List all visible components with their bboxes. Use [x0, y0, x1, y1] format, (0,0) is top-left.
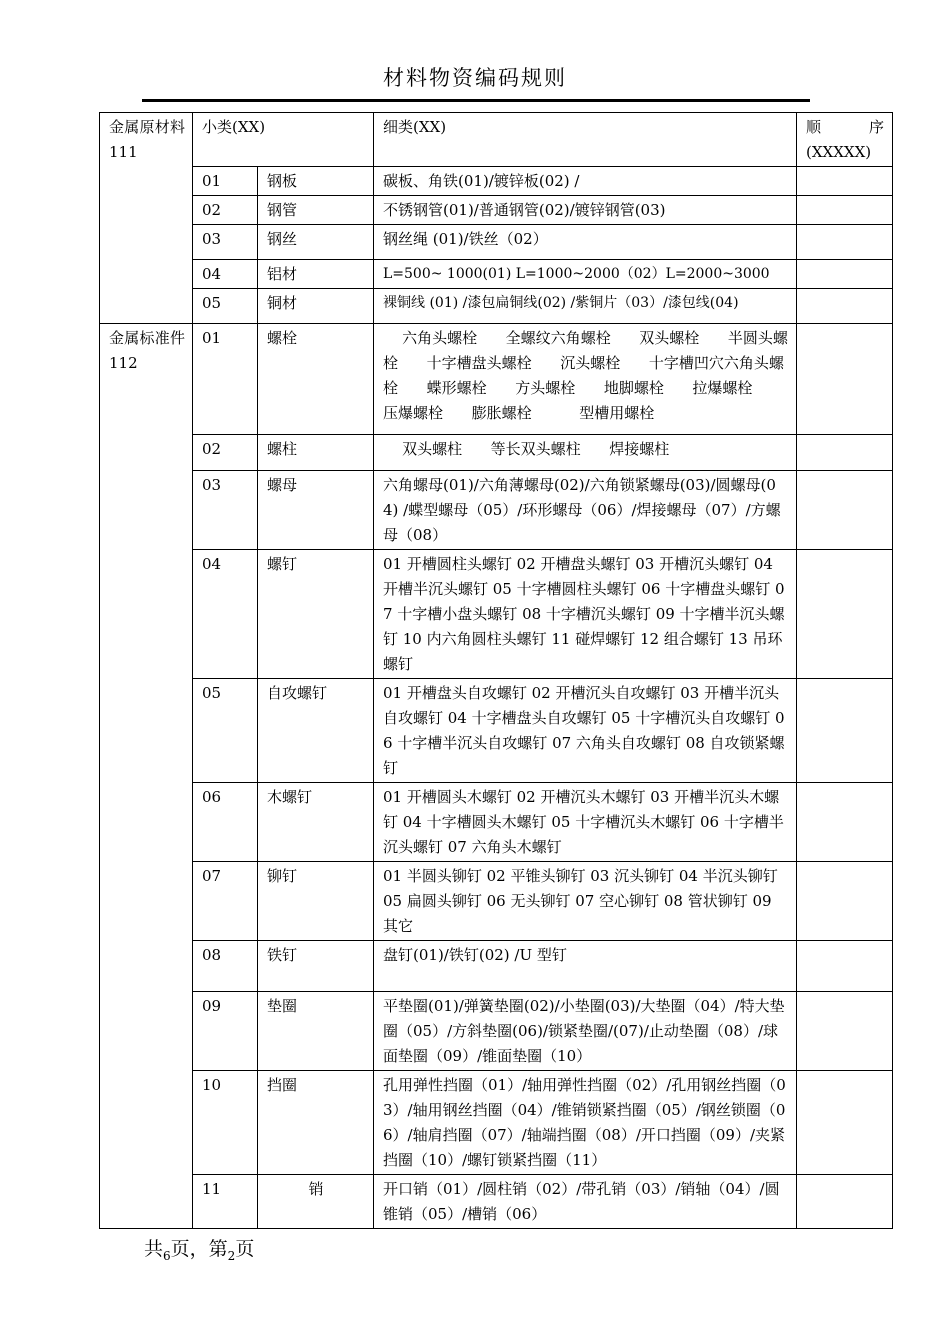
row-name: 螺母 [258, 471, 374, 550]
header-small-class: 小类(XX) [193, 113, 374, 167]
row-name: 钢管 [258, 196, 374, 225]
row-detail: 孔用弹性挡圈（01）/轴用弹性挡圈（02）/孔用钢丝挡圈（03）/轴用钢丝挡圈（04）/锥销锁紧挡圈（05）/钢丝锁圈（06）/轴肩挡圈（07）/轴端挡圈（08）/开口挡圈（09）/夹紧挡圈（10）/螺钉锁紧挡圈（11） [374, 1071, 797, 1175]
row-code: 05 [193, 289, 258, 324]
row-detail: L=500~ 1000(01) L=1000~2000（02）L=2000~3000 [374, 260, 797, 289]
row-name: 铆钉 [258, 862, 374, 941]
row-name: 螺钉 [258, 550, 374, 679]
header-sequence-label: 顺 序 [806, 118, 884, 136]
row-sequence [797, 471, 893, 550]
row-code: 08 [193, 941, 258, 992]
category-name: 金属原材料 [109, 118, 185, 136]
row-code: 09 [193, 992, 258, 1071]
footer-total-pages: 6 [163, 1248, 171, 1263]
row-code: 04 [193, 550, 258, 679]
row-sequence [797, 435, 893, 471]
row-name: 销 [258, 1175, 374, 1229]
title-underline [142, 99, 810, 102]
row-detail: 盘钉(01)/铁钉(02) /U 型钉 [374, 941, 797, 992]
header-detail-class: 细类(XX) [374, 113, 797, 167]
table-row [100, 225, 893, 260]
row-sequence [797, 167, 893, 196]
row-detail: 钢丝绳 (01)/铁丝（02） [374, 225, 797, 260]
row-detail: 01 半圆头铆钉 02 平锥头铆钉 03 沉头铆钉 04 半沉头铆钉 05 扁圆头铆钉 06 无头铆钉 07 空心铆钉 08 管状铆钉 09 其它 [374, 862, 797, 941]
table-row [100, 550, 893, 679]
row-detail: 01 开槽圆柱头螺钉 02 开槽盘头螺钉 03 开槽沉头螺钉 04 开槽半沉头螺钉 05 十字槽圆柱头螺钉 06 十字槽盘头螺钉 07 十字槽小盘头螺钉 08 十字槽沉头螺钉 09 十字槽半沉头螺钉 10 内六角圆柱头螺钉 11 碰焊螺钉 12 组合螺钉 13 吊环螺钉 [374, 550, 797, 679]
header-sequence-format: (XXXXX) [806, 143, 872, 161]
row-sequence [797, 324, 893, 435]
row-name: 螺栓 [258, 324, 374, 435]
row-name: 垫圈 [258, 992, 374, 1071]
row-sequence [797, 225, 893, 260]
row-sequence [797, 260, 893, 289]
header-sequence [797, 113, 893, 167]
category-code: 112 [109, 354, 138, 372]
row-code: 06 [193, 783, 258, 862]
footer-total-suffix: 页，第 [170, 1238, 228, 1260]
row-sequence [797, 783, 893, 862]
row-detail: 平垫圈(01)/弹簧垫圈(02)/小垫圈(03)/大垫圈（04）/特大垫圈（05）/方斜垫圈(06)/锁紧垫圈/(07)/止动垫圈（08）/球面垫圈（09）/锥面垫圈（10） [374, 992, 797, 1071]
footer-total-prefix: 共 [144, 1238, 164, 1260]
table-row [100, 435, 893, 471]
row-name: 钢丝 [258, 225, 374, 260]
row-sequence [797, 289, 893, 324]
row-detail: 不锈钢管(01)/普通钢管(02)/镀锌钢管(03) [374, 196, 797, 225]
row-detail: 双头螺柱 等长双头螺柱 焊接螺柱 [374, 435, 797, 471]
table-row [100, 471, 893, 550]
category-code: 111 [109, 143, 138, 161]
table-row [100, 260, 893, 289]
table-row [100, 941, 893, 992]
row-detail: 裸铜线 (01) /漆包扁铜线(02) /紫铜片（03）/漆包线(04) [374, 289, 797, 324]
row-sequence [797, 679, 893, 783]
row-detail: 01 开槽圆头木螺钉 02 开槽沉头木螺钉 03 开槽半沉头木螺钉 04 十字槽圆头木螺钉 05 十字槽沉头木螺钉 06 十字槽半沉头螺钉 07 六角头木螺钉 [374, 783, 797, 862]
row-sequence [797, 1175, 893, 1229]
footer-current-suffix: 页 [235, 1238, 255, 1260]
row-code: 02 [193, 435, 258, 471]
row-code: 01 [193, 324, 258, 435]
page-footer [144, 1234, 254, 1263]
row-sequence [797, 550, 893, 679]
row-sequence [797, 196, 893, 225]
table-row [100, 862, 893, 941]
row-sequence [797, 992, 893, 1071]
category-cell [100, 324, 193, 1229]
table-row [100, 324, 893, 435]
row-detail: 开口销（01）/圆柱销（02）/带孔销（03）/销轴（04）/圆锥销（05）/槽销（06） [374, 1175, 797, 1229]
row-code: 03 [193, 471, 258, 550]
row-name: 自攻螺钉 [258, 679, 374, 783]
row-detail: 六角头螺栓 全螺纹六角螺栓 双头螺栓 半圆头螺栓 十字槽盘头螺栓 沉头螺栓 十字槽凹穴六角头螺栓 蝶形螺栓 方头螺栓 地脚螺栓 拉爆螺栓 压爆螺栓 膨胀螺栓 型槽用螺栓 [374, 324, 797, 435]
row-name: 铝材 [258, 260, 374, 289]
row-name: 木螺钉 [258, 783, 374, 862]
row-code: 03 [193, 225, 258, 260]
table-row [100, 167, 893, 196]
row-code: 04 [193, 260, 258, 289]
row-name: 挡圈 [258, 1071, 374, 1175]
table-row [100, 783, 893, 862]
row-sequence [797, 941, 893, 992]
row-detail: 01 开槽盘头自攻螺钉 02 开槽沉头自攻螺钉 03 开槽半沉头自攻螺钉 04 十字槽盘头自攻螺钉 05 十字槽沉头自攻螺钉 06 十字槽半沉头自攻螺钉 07 六角头自攻螺钉 08 自攻锁紧螺钉 [374, 679, 797, 783]
row-name: 螺柱 [258, 435, 374, 471]
row-detail: 六角螺母(01)/六角薄螺母(02)/六角锁紧螺母(03)/圆螺母(04) /蝶型螺母（05）/环形螺母（06）/焊接螺母（07）/方螺母（08） [374, 471, 797, 550]
row-code: 01 [193, 167, 258, 196]
row-code: 02 [193, 196, 258, 225]
row-code: 10 [193, 1071, 258, 1175]
row-code: 07 [193, 862, 258, 941]
category-cell [100, 113, 193, 324]
table-header-row [100, 113, 893, 167]
row-code: 11 [193, 1175, 258, 1229]
table-row [100, 1175, 893, 1229]
row-code: 05 [193, 679, 258, 783]
row-detail: 碳板、角铁(01)/镀锌板(02) / [374, 167, 797, 196]
table-row [100, 992, 893, 1071]
page-title: 材料物资编码规则 [383, 66, 567, 90]
table-row [100, 679, 893, 783]
row-sequence [797, 862, 893, 941]
table-row [100, 1071, 893, 1175]
row-sequence [797, 1071, 893, 1175]
row-name: 钢板 [258, 167, 374, 196]
row-name: 铁钉 [258, 941, 374, 992]
coding-table [99, 112, 893, 1229]
table-row [100, 196, 893, 225]
table-row [100, 289, 893, 324]
row-name: 铜材 [258, 289, 374, 324]
footer-current-page: 2 [227, 1248, 236, 1263]
category-name: 金属标准件 [109, 329, 185, 347]
